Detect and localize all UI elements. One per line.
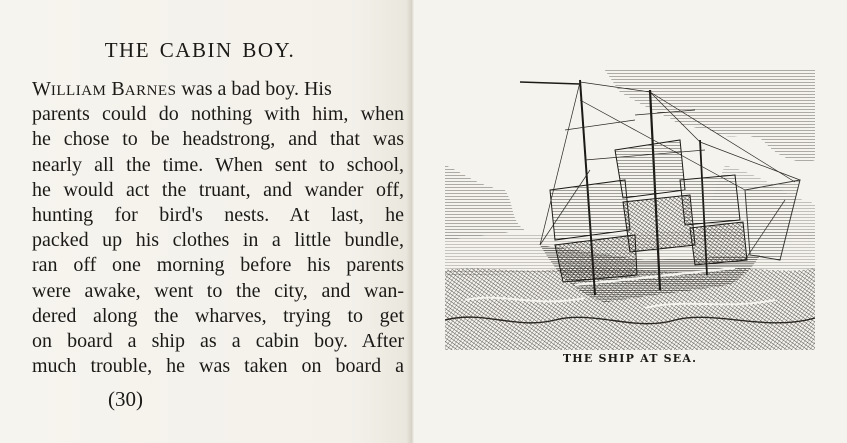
chapter-title: THE CABIN BOY. <box>104 38 296 62</box>
text-line-2: parents could do nothing with him, when <box>32 103 404 126</box>
smallcaps-initial-2: B <box>111 78 125 100</box>
text-line-1 <box>32 77 404 102</box>
text-line-4: nearly all the time. When sent to school, <box>32 153 404 176</box>
page-number: (30) <box>108 387 143 411</box>
illustration-caption: THE SHIP AT SEA. <box>562 352 698 365</box>
text-line-5: he would act the truant, and wander off, <box>32 178 404 201</box>
body-text <box>32 77 404 379</box>
ship-engraving <box>445 70 815 350</box>
text-line-12: much trouble, he was taken on board a <box>32 355 404 378</box>
text-line-8: ran off one morning before his parents <box>32 254 404 277</box>
text-line-7: packed up his clothes in a little bundle, <box>32 229 404 252</box>
smallcaps-rest: ILLIAM <box>50 83 107 99</box>
text-line-3: he chose to be headstrong, and that was <box>32 128 404 151</box>
text-line-10: dered along the wharves, trying to get <box>32 304 404 327</box>
text-line-9: were awake, went to the city, and wan- <box>32 279 404 302</box>
text-line-6: hunting for bird's nests. At last, he <box>32 203 404 226</box>
text-line-1-rest: was a bad boy. His <box>176 78 332 100</box>
smallcaps-rest-2: ARNES <box>124 83 177 99</box>
left-page <box>0 0 412 443</box>
text-line-11: on board a ship as a cabin boy. After <box>32 329 404 352</box>
smallcaps-initial: W <box>32 78 51 100</box>
